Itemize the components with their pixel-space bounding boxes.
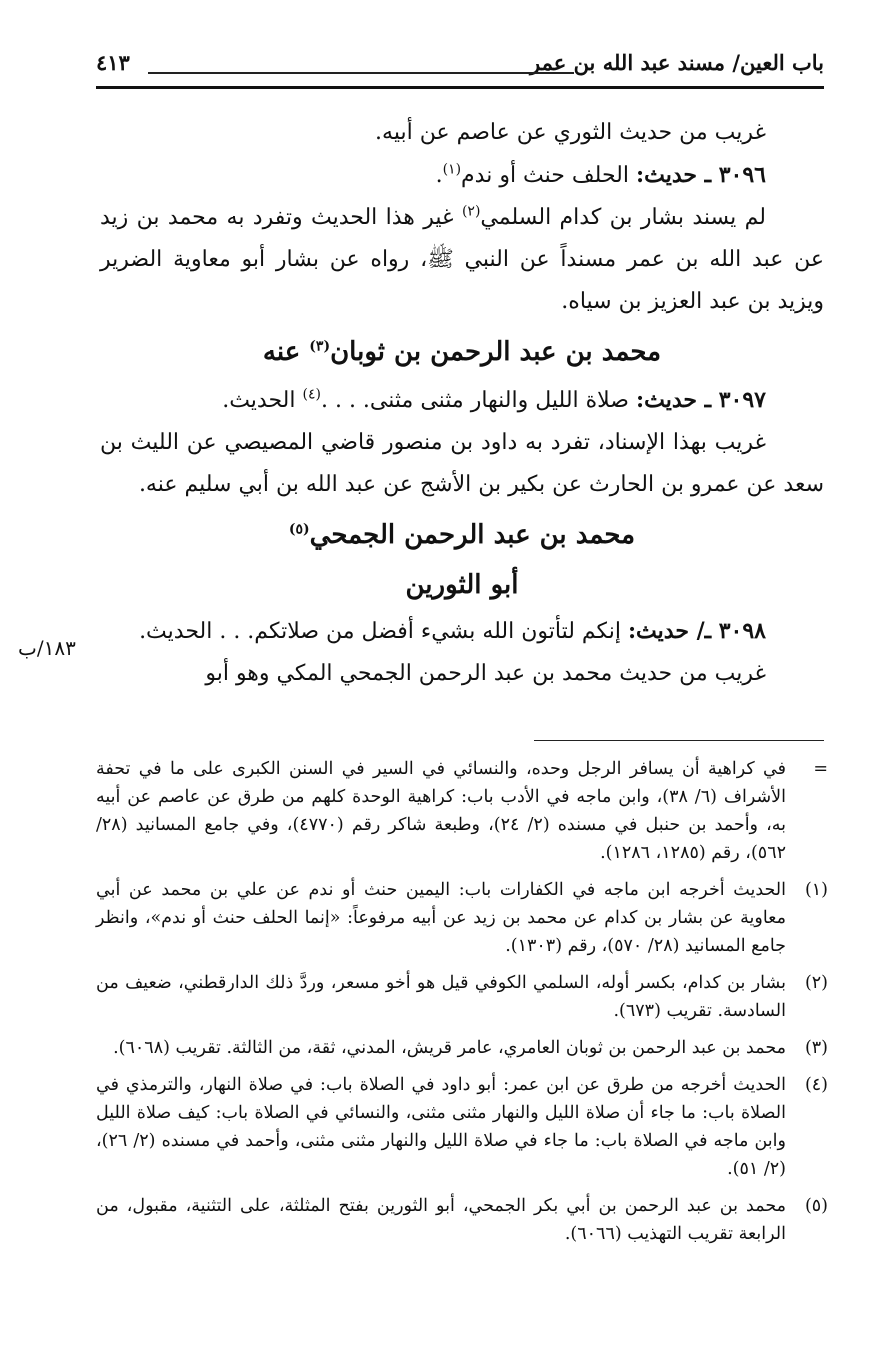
section-subheading-text: أبو الثورين bbox=[405, 570, 519, 600]
footnote-5 bbox=[96, 1192, 828, 1248]
header-title: باب العين/ مسند عبد الله بن عمر bbox=[530, 50, 824, 75]
paragraph-4 bbox=[100, 653, 824, 695]
footnote-text: الحديث أخرجه من طرق عن ابن عمر: أبو داود في الصلاة باب: في صلاة النهار، والترمذي في الصلاة باب: ما جاء أن صلاة الليل والنهار مثنى مثنى، والنسائي في الصلاة باب: كيف صلاة الليل وابن ماجه في الصلاة باب: ما جاء في صلاة الليل والنهار مثنى مثنى، وأحمد في مسنده (٢/ ٢٦)، (٢/ ٥١). bbox=[96, 1075, 786, 1179]
paragraph-4-text: غريب من حديث محمد بن عبد الرحمن الجمحي المكي وهو أبو bbox=[205, 661, 766, 686]
footnote-text: في كراهية أن يسافر الرجل وحده، والنسائي في السير في السنن الكبرى على ما في تحفة الأشراف (٦/ ٣٨)، وابن ماجه في الأدب باب: كراهية الوحدة كلهم من طرق عن عاصم عن أبيه به، وأحمد بن حنبل في مسنده (٢/ ٢٤)، وطبعة شاكر رقم (٤٧٧٠)، وفي جامع المسانيد (٢٨/ ٥٦٢)، رقم (١٢٨٥، ١٢٨٦). bbox=[96, 759, 787, 863]
section-subheading-abu-al-thawrayn bbox=[100, 562, 824, 608]
footnote-ref-5[interactable]: (٥) bbox=[288, 521, 310, 538]
footnote-2 bbox=[96, 969, 828, 1025]
footnote-text: بشار بن كدام، بكسر أوله، السلمي الكوفي قيل هو أخو مسعر، وردَّ ذلك الدارقطني، ضعيف من السادسة. تقريب (٦٧٣). bbox=[96, 973, 786, 1021]
paragraph-1 bbox=[100, 112, 824, 154]
hadith-3096-text: الحلف حنث أو ندم bbox=[461, 163, 629, 188]
section-heading-ibn-thawban-b: عنه bbox=[262, 337, 301, 367]
footnotes bbox=[96, 755, 828, 1257]
hadith-3097-number: ٣٠٩٧ ـ حديث: bbox=[635, 387, 766, 413]
footnote-ref-1[interactable]: (١) bbox=[442, 161, 462, 178]
page-number: ٤١٣ bbox=[96, 50, 130, 75]
section-heading-jumahi-text: محمد بن عبد الرحمن الجمحي bbox=[309, 520, 636, 550]
hadith-3096-number: ٣٠٩٦ ـ حديث: bbox=[635, 162, 766, 188]
section-heading-ibn-thawban-a: محمد بن عبد الرحمن بن ثوبان bbox=[330, 337, 662, 367]
paragraph-2-text-b: غير هذا الحديث وتفرد به محمد بن زيد عن عبد الله بن عمر مسنداً عن النبي ﷺ، رواه عن بشار أبو معاوية الضرير ويزيد بن عبد العزيز بن سياه. bbox=[100, 205, 824, 314]
footnote-ref-2[interactable]: (٢) bbox=[461, 203, 481, 220]
footnote-marker: (٥) bbox=[804, 1196, 828, 1216]
running-header bbox=[96, 48, 824, 84]
footnote-marker: (٣) bbox=[804, 1038, 828, 1058]
footnote-text: محمد بن عبد الرحمن بن ثوبان العامري، عامر قريش، المدني، ثقة، من الثالثة. تقريب (٦٠٦٨). bbox=[113, 1038, 786, 1058]
paragraph-2 bbox=[100, 197, 824, 323]
paragraph-2-text-a: لم يسند بشار بن كدام السلمي bbox=[480, 205, 767, 230]
paragraph-3-text: غريب بهذا الإسناد، تفرد به داود بن منصور قاضي المصيصي عن الليث بن سعد عن عمرو بن الحارث عن بكير بن الأشج عن عبد الله بن أبي سليم عنه. bbox=[100, 430, 824, 497]
footnote-text: الحديث أخرجه ابن ماجه في الكفارات باب: اليمين حنث أو ندم عن علي بن محمد عن أبي معاوية عن بشار بن كدام عن محمد بن زيد عن أبيه مرفوعاً: «إنما الحلف حنث أو ندم»، وانظر جامع المسانيد (٢٨/ ٥٧٠)، رقم (١٣٠٣). bbox=[96, 880, 786, 956]
hadith-3098-text: إنكم لتأتون الله بشيء أفضل من صلاتكم. . . الحديث. bbox=[139, 619, 621, 644]
footnote-text: محمد بن عبد الرحمن بن أبي بكر الجمحي، أبو الثورين بفتح المثلثة، على التثنية، مقبول، من الرابعة تقريب التهذيب (٦٠٦٦). bbox=[96, 1196, 786, 1244]
section-heading-jumahi bbox=[100, 510, 824, 560]
hadith-3097-end: الحديث. bbox=[222, 388, 296, 413]
section-heading-ibn-thawban bbox=[100, 327, 824, 377]
footnote-4 bbox=[96, 1071, 828, 1183]
paragraph-3 bbox=[100, 422, 824, 506]
hadith-3097 bbox=[100, 379, 824, 422]
footnote-3 bbox=[96, 1034, 828, 1062]
footnote-ref-4[interactable]: (٤) bbox=[302, 386, 321, 403]
footnote-marker: (١) bbox=[804, 880, 828, 900]
footnote-separator bbox=[534, 740, 824, 741]
footnote-1 bbox=[96, 876, 828, 960]
footnote-ref-3[interactable]: (٣) bbox=[309, 338, 331, 355]
footnote-marker: = bbox=[813, 759, 828, 779]
hadith-3098-number: ٣٠٩٨ ـ/ حديث: bbox=[627, 618, 766, 644]
hadith-3096: ٣٠٩٦ ـ حديث: الحلف حنث أو ندم$^{(١)}$. bbox=[435, 161, 766, 188]
footnote-marker: (٢) bbox=[804, 973, 828, 993]
main-text bbox=[100, 112, 824, 695]
header-thin-rule bbox=[148, 72, 574, 74]
hadith-3097-text: صلاة الليل والنهار مثنى مثنى. . . . bbox=[320, 388, 629, 413]
hadith-3098 bbox=[100, 610, 824, 653]
manuscript-folio-note: ١٨٣/ب bbox=[18, 636, 76, 660]
header-rule bbox=[96, 86, 824, 89]
footnote-marker: (٤) bbox=[804, 1075, 828, 1095]
paragraph-1-text: غريب من حديث الثوري عن عاصم عن أبيه. bbox=[375, 120, 766, 145]
footnote-continued bbox=[96, 755, 828, 867]
